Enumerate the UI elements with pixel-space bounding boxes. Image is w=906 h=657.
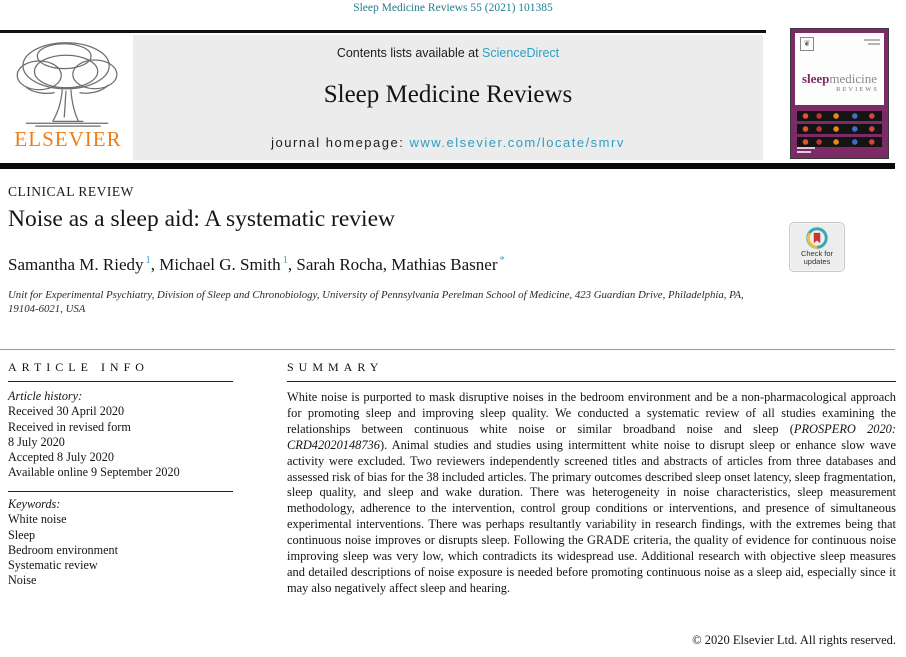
elsevier-wordmark: ELSEVIER xyxy=(14,127,122,151)
check-updates-line2: updates xyxy=(803,257,831,266)
cover-title-medicine: medicine xyxy=(829,71,878,86)
author-name: , Michael G. Smith xyxy=(150,255,281,274)
check-updates-label xyxy=(790,250,844,266)
cover-reviews-label: REVIEWS xyxy=(836,86,879,93)
author-list xyxy=(8,255,505,275)
keywords-list xyxy=(8,497,248,589)
contents-line xyxy=(133,46,763,60)
society-logo-icon: ❦ xyxy=(800,37,814,51)
history-line: Received in revised form xyxy=(8,419,131,434)
keyword: Noise xyxy=(8,573,37,588)
brain-scan-strip xyxy=(797,111,882,121)
article-history-label: Article history: xyxy=(8,389,83,403)
article-history xyxy=(8,389,248,481)
cover-title xyxy=(795,71,884,87)
abstract-segment: White noise is purported to mask disruptive noises in the bedroom environment and be a non-pharmacological approach for promoting sleep and improving sleep quality. We conducted a systematic review of all studies examining the relationships between continuous white noise or similar broadband noise and sleep ( xyxy=(287,390,896,436)
copyright-line: © 2020 Elsevier Ltd. All rights reserved. xyxy=(692,633,896,647)
author-footnote-link[interactable]: 1 xyxy=(282,255,288,267)
summary-heading: SUMMARY xyxy=(287,360,384,374)
history-line: Accepted 8 July 2020 xyxy=(8,450,114,465)
journal-citation: Sleep Medicine Reviews 55 (2021) 101385 xyxy=(353,2,553,14)
history-line: 8 July 2020 xyxy=(8,434,65,449)
top-rule xyxy=(0,30,766,33)
cover-inner-page xyxy=(795,33,884,105)
journal-cover-thumbnail[interactable] xyxy=(790,28,889,159)
cover-title-sleep: sleep xyxy=(801,71,830,86)
elsevier-logo xyxy=(6,37,130,159)
keyword: Systematic review xyxy=(8,558,98,573)
cover-volume-text xyxy=(864,39,880,41)
contents-prefix: Contents lists available at xyxy=(336,46,483,60)
abstract-registration-id: PROSPERO 2020: CRD42020148736 xyxy=(287,421,896,452)
section-top-rule xyxy=(0,349,895,350)
keywords-label: Keywords: xyxy=(8,497,61,511)
cover-publisher-text xyxy=(797,151,811,153)
history-line: Received 30 April 2020 xyxy=(8,404,125,419)
keyword: White noise xyxy=(8,512,67,527)
brain-scan-strip xyxy=(797,137,882,147)
elsevier-tree-icon xyxy=(10,37,126,129)
journal-banner xyxy=(133,35,763,160)
summary-rule xyxy=(287,381,896,382)
journal-homepage-link[interactable]: www.elsevier.com/locate/smrv xyxy=(409,135,625,150)
author-footnote-link[interactable]: 1 xyxy=(145,255,151,267)
author-name: Samantha M. Riedy xyxy=(8,255,144,274)
keywords-rule xyxy=(8,491,233,492)
article-info-rule xyxy=(8,381,233,382)
article-type-label: CLINICAL REVIEW xyxy=(8,184,134,199)
check-for-updates-badge[interactable] xyxy=(789,222,845,272)
homepage-line xyxy=(133,135,763,150)
cover-publisher-text xyxy=(797,147,815,149)
affiliation: Unit for Experimental Psychiatry, Division of Sleep and Chronobiology, University of Pennsylvania Perelman School of Medicine, 423 Guardian Drive, Philadelphia, PA, 19104-6021, USA xyxy=(8,289,744,315)
article-info-heading: ARTICLE INFO xyxy=(8,360,149,374)
sciencedirect-link[interactable]: ScienceDirect xyxy=(482,46,560,60)
check-updates-icon xyxy=(805,226,829,250)
article-title: Noise as a sleep aid: A systematic review xyxy=(8,206,395,232)
abstract-segment: ). Animal studies and studies using intermittent white noise to disrupt sleep or enhance slow wave activity were excluded. Two reviewers independently screened titles and abstracts of articles from three databases and assessed risk of bias for the 38 included articles. The primary outcomes described sleep onset latency, sleep fragmentation, sleep quality, and sleep and wake duration. There was heterogeneity in noise characteristics, sleep measurement methodology, adherence to the intervention, control group conditions or interventions, and presence of simultaneous experimental interventions. There was perhaps resultantly variability in research findings, with the extremes being that continuous noise improves or disrupts sleep. Following the GRADE criteria, the quality of evidence for continuous noise improving sleep was very low, which contradicts its widespread use. Additional research with objective sleep measures and detailed descriptions of noise exposure is needed before promoting continuous noise as a sleep aid, especially since it may also negatively affect sleep and hearing. xyxy=(287,437,896,595)
journal-title: Sleep Medicine Reviews xyxy=(323,81,573,108)
keyword: Bedroom environment xyxy=(8,542,119,557)
header-divider xyxy=(0,163,895,169)
keyword: Sleep xyxy=(8,527,36,542)
brain-scan-strip xyxy=(797,124,882,134)
cover-issue-text xyxy=(868,43,880,45)
history-line: Available online 9 September 2020 xyxy=(8,465,180,480)
corresponding-author-link[interactable]: * xyxy=(499,255,505,267)
author-name: , Sarah Rocha, Mathias Basner xyxy=(287,255,498,274)
homepage-prefix: journal homepage: xyxy=(271,135,410,150)
check-updates-line1: Check for xyxy=(800,249,834,258)
brain-scan-strips xyxy=(797,111,882,150)
abstract-text xyxy=(287,390,896,597)
